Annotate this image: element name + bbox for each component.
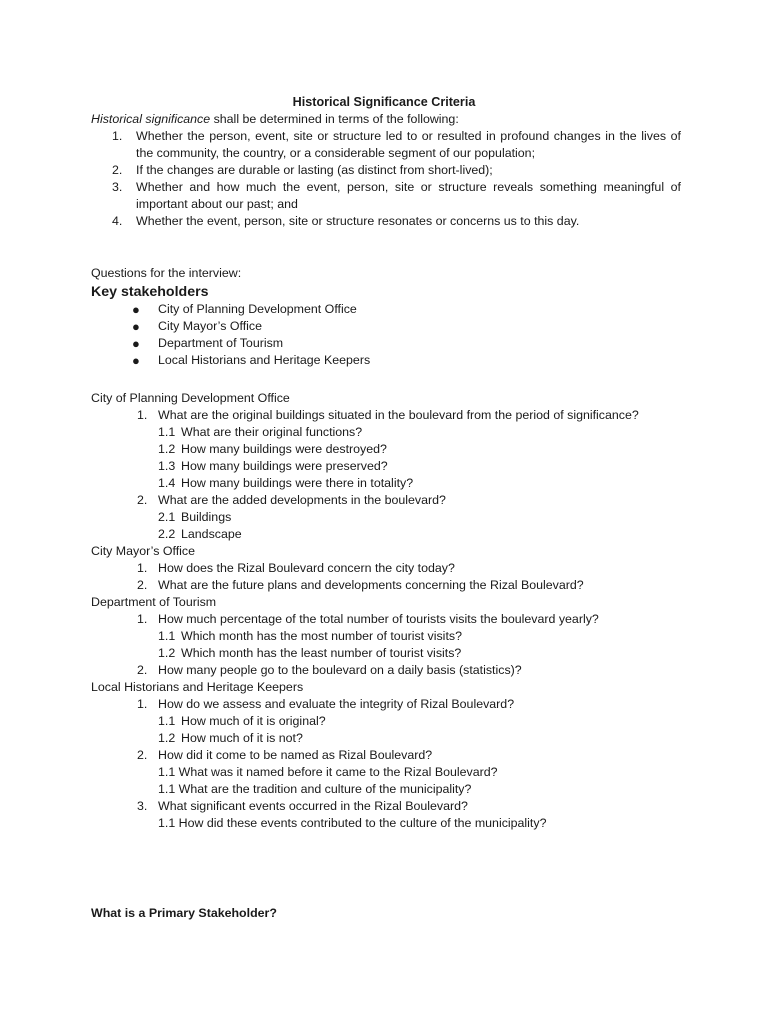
question-number: 2. xyxy=(137,663,148,677)
criteria-number: 3. xyxy=(112,180,123,194)
question-number: 2. xyxy=(137,748,148,762)
criteria-number: 2. xyxy=(112,163,123,177)
sub-question-item xyxy=(91,628,681,645)
sub-question-item xyxy=(91,713,681,730)
question-text: How many people go to the boulevard on a daily basis (statistics)? xyxy=(158,663,522,677)
stakeholder-item xyxy=(91,352,681,369)
sub-question-number: 1.2 xyxy=(158,646,176,660)
sub-question-number: 1.2 xyxy=(158,731,176,745)
section-heading-planning: City of Planning Development Office xyxy=(91,391,290,405)
sub-question-text: Landscape xyxy=(181,527,242,541)
sub-question-text: How many buildings were there in totality? xyxy=(181,476,414,490)
criteria-item xyxy=(91,128,681,162)
question-text: What significant events occurred in the Rizal Boulevard? xyxy=(158,799,468,813)
question-item xyxy=(91,747,681,764)
question-text: What are the future plans and developments concerning the Rizal Boulevard? xyxy=(158,578,584,592)
sub-question-text: How many buildings were destroyed? xyxy=(181,442,387,456)
criteria-number: 1. xyxy=(112,129,123,143)
bullet-icon: ● xyxy=(132,319,140,334)
sub-question-item xyxy=(91,509,681,526)
intro-term: Historical significance xyxy=(91,112,211,126)
criteria-text: Whether the event, person, site or structure resonates or concerns us to this day. xyxy=(136,214,580,228)
stakeholder-label: Department of Tourism xyxy=(158,336,284,350)
question-number: 1. xyxy=(137,612,148,626)
question-item xyxy=(91,611,681,628)
question-number: 1. xyxy=(137,697,148,711)
question-text: What are the original buildings situated in the boulevard from the period of significance? xyxy=(158,408,639,422)
stakeholder-label: City Mayor’s Office xyxy=(158,319,262,333)
intro-paragraph xyxy=(91,111,681,128)
sub-question-number: 2.1 xyxy=(158,510,176,524)
question-number: 3. xyxy=(137,799,148,813)
sub-question-item xyxy=(91,645,681,662)
sub-question-text: How much of it is not? xyxy=(181,731,303,745)
bullet-icon: ● xyxy=(132,302,140,317)
question-item xyxy=(91,798,681,815)
intro-text: shall be determined in terms of the following: xyxy=(210,112,459,126)
primary-stakeholder-heading: What is a Primary Stakeholder? xyxy=(91,906,277,920)
sub-question-number: 1.1 xyxy=(158,714,176,728)
questions-label: Questions for the interview: xyxy=(91,266,242,280)
sub-question-text: How much of it is original? xyxy=(181,714,326,728)
question-text: What are the added developments in the boulevard? xyxy=(158,493,446,507)
sub-question-number: 1.2 xyxy=(158,442,176,456)
criteria-text: Whether and how much the event, person, site or structure reveals something meaningful of important about our past; and xyxy=(136,180,681,211)
sub-question-number: 1.1 xyxy=(158,425,176,439)
sub-question-number: 1.1 xyxy=(158,629,176,643)
criteria-list xyxy=(91,128,681,230)
section-heading-tourism: Department of Tourism xyxy=(91,595,217,609)
sub-question-number: 2.2 xyxy=(158,527,176,541)
sub-question-number: 1.3 xyxy=(158,459,176,473)
sub-question-number: 1.4 xyxy=(158,476,176,490)
sub-question-text: What are their original functions? xyxy=(181,425,363,439)
question-number: 2. xyxy=(137,578,148,592)
stakeholder-label: Local Historians and Heritage Keepers xyxy=(158,353,371,367)
question-number: 1. xyxy=(137,408,148,422)
sub-question-item: 1.1 What are the tradition and culture of the municipality? xyxy=(158,782,472,796)
section-heading-mayor: City Mayor’s Office xyxy=(91,544,195,558)
criteria-number: 4. xyxy=(112,214,123,228)
criteria-item xyxy=(91,213,681,230)
question-text: How did it come to be named as Rizal Boulevard? xyxy=(158,748,433,762)
sub-question-item xyxy=(91,424,681,441)
sub-question-text: Which month has the least number of tourist visits? xyxy=(181,646,462,660)
bullet-icon: ● xyxy=(132,353,140,368)
sub-question-item xyxy=(91,458,681,475)
sub-question-text: How many buildings were preserved? xyxy=(181,459,388,473)
criteria-text: Whether the person, event, site or structure led to or resulted in profound changes in the lives of the community, the country, or a considerable segment of our population; xyxy=(136,129,681,160)
sub-question-item: 1.1 What was it named before it came to the Rizal Boulevard? xyxy=(158,765,498,779)
question-item xyxy=(91,407,681,424)
question-text: How does the Rizal Boulevard concern the city today? xyxy=(158,561,455,575)
bullet-icon: ● xyxy=(132,336,140,351)
sub-question-text: Which month has the most number of tourist visits? xyxy=(181,629,462,643)
question-number: 1. xyxy=(137,561,148,575)
question-item xyxy=(91,560,681,577)
question-item xyxy=(91,492,681,509)
criteria-item xyxy=(91,179,681,213)
question-item xyxy=(91,696,681,713)
stakeholder-list xyxy=(91,301,681,369)
question-number: 2. xyxy=(137,493,148,507)
sub-question-item xyxy=(91,441,681,458)
interview-sections xyxy=(91,390,681,832)
question-text: How much percentage of the total number of tourists visits the boulevard yearly? xyxy=(158,612,599,626)
section-heading-historians: Local Historians and Heritage Keepers xyxy=(91,680,304,694)
stakeholder-item xyxy=(91,318,681,335)
sub-question-item xyxy=(91,475,681,492)
stakeholder-item xyxy=(91,301,681,318)
criteria-text: If the changes are durable or lasting (as distinct from short-lived); xyxy=(136,163,493,177)
document-title: Historical Significance Criteria xyxy=(292,95,476,109)
sub-question-item xyxy=(91,730,681,747)
stakeholder-item xyxy=(91,335,681,352)
sub-question-item: 1.1 How did these events contributed to the culture of the municipality? xyxy=(158,816,547,830)
criteria-item xyxy=(91,162,681,179)
question-item xyxy=(91,662,681,679)
question-item xyxy=(91,577,681,594)
sub-question-item xyxy=(91,526,681,543)
sub-question-text: Buildings xyxy=(181,510,232,524)
stakeholder-label: City of Planning Development Office xyxy=(158,302,357,316)
key-stakeholders-heading: Key stakeholders xyxy=(91,284,209,300)
question-text: How do we assess and evaluate the integrity of Rizal Boulevard? xyxy=(158,697,515,711)
